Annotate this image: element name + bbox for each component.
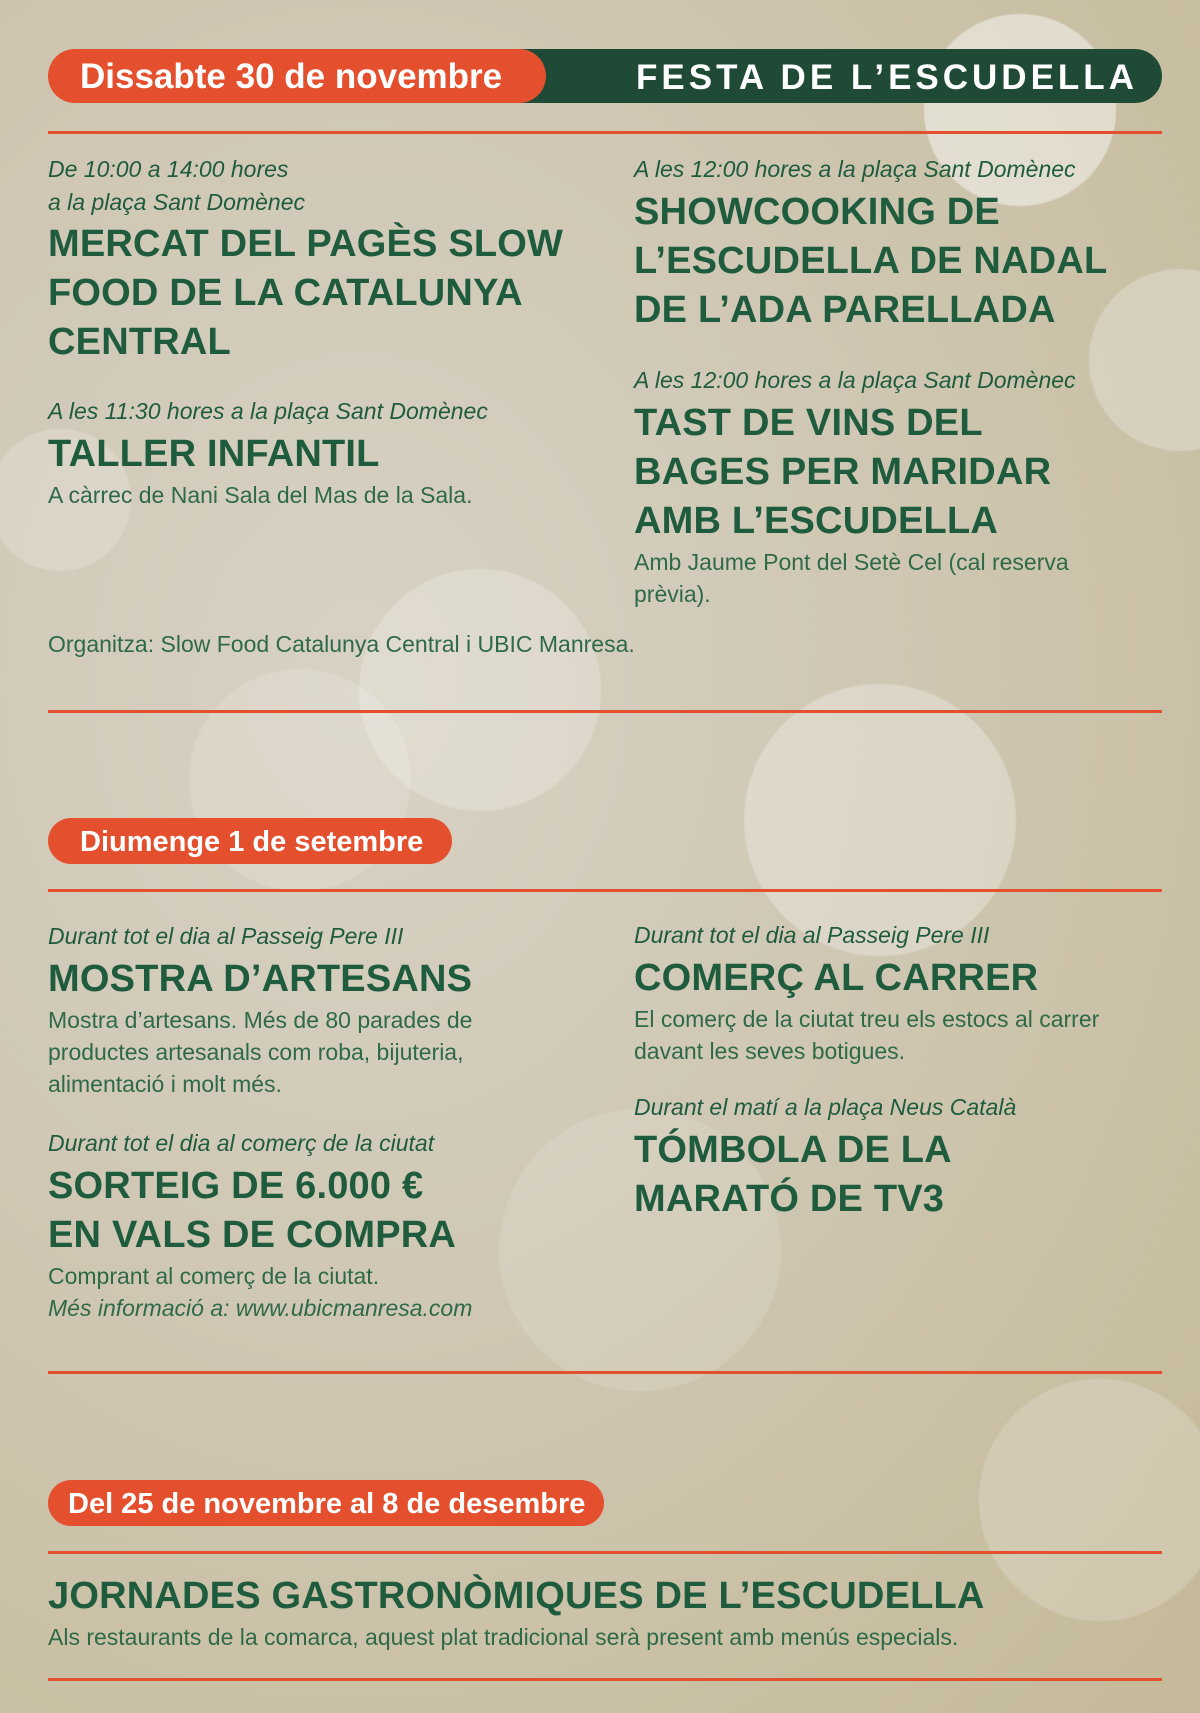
event-description: A càrrec de Nani Sala del Mas de la Sala.	[48, 482, 473, 508]
festa-banner-text: FESTA DE L’ESCUDELLA	[636, 58, 1138, 97]
date-pill-range	[48, 1480, 604, 1526]
event-jornades	[48, 1572, 1178, 1653]
divider	[48, 1678, 1162, 1681]
festa-banner	[518, 49, 1162, 103]
date-pill-sunday	[48, 818, 452, 864]
event-description: El comerç de la ciutat treu els estocs al carrer davant les seves botigues.	[634, 1006, 1100, 1064]
event-time: A les 12:00 hores a la plaça Sant Domènec	[634, 367, 1076, 393]
event-sorteig	[48, 1127, 618, 1324]
divider	[48, 1371, 1162, 1374]
event-title: TALLER INFANTIL	[48, 433, 380, 475]
event-time: De 10:00 a 14:00 hores a la plaça Sant Domènec	[48, 156, 305, 215]
event-title: MOSTRA D’ARTESANS	[48, 958, 473, 1000]
event-time: Durant tot el dia al comerç de la ciutat	[48, 1130, 435, 1156]
event-mercat-pages	[48, 153, 608, 367]
event-title: COMERÇ AL CARRER	[634, 957, 1039, 999]
event-title: TÓMBOLA DE LA MARATÓ DE TV3	[634, 1129, 952, 1220]
section1-header	[48, 49, 1162, 103]
divider	[48, 889, 1162, 892]
event-time: A les 12:00 hores a la plaça Sant Domènec	[634, 156, 1076, 182]
date-pill-saturday-text: Dissabte 30 de novembre	[80, 57, 503, 96]
event-description: Mostra d’artesans. Més de 80 parades de productes artesanals com roba, bijuteria, alimentació i molt més.	[48, 1007, 473, 1097]
event-time: Durant tot el dia al Passeig Pere III	[48, 923, 404, 949]
event-time: Durant tot el dia al Passeig Pere III	[634, 922, 990, 948]
event-mostra-artesans	[48, 920, 618, 1100]
event-description: Comprant al comerç de la ciutat.	[48, 1263, 380, 1289]
event-tast-vins	[634, 364, 1174, 610]
section2-header	[48, 818, 468, 864]
date-pill-saturday	[48, 49, 546, 103]
more-info-link[interactable]: Més informació a: www.ubicmanresa.com	[48, 1295, 473, 1321]
event-title: SORTEIG DE 6.000 € EN VALS DE COMPRA	[48, 1165, 457, 1256]
event-taller-infantil	[48, 395, 608, 511]
organizer-text: Organitza: Slow Food Catalunya Central i UBIC Manresa.	[48, 631, 635, 657]
event-time: Durant el matí a la plaça Neus Català	[634, 1094, 1017, 1120]
divider	[48, 131, 1162, 134]
event-title: TAST DE VINS DEL BAGES PER MARIDAR AMB L’ESCUDELLA	[634, 402, 1052, 542]
event-title: SHOWCOOKING DE L’ESCUDELLA DE NADAL DE L’ADA PARELLADA	[634, 191, 1108, 331]
divider	[48, 710, 1162, 713]
event-description: Als restaurants de la comarca, aquest plat tradicional serà present amb menús especials.	[48, 1624, 959, 1650]
section3-header	[48, 1480, 668, 1526]
divider	[48, 1551, 1162, 1554]
event-showcooking	[634, 153, 1174, 335]
date-pill-range-text: Del 25 de novembre al 8 de desembre	[68, 1488, 586, 1520]
event-title: JORNADES GASTRONÒMIQUES DE L’ESCUDELLA	[48, 1575, 985, 1617]
event-time: A les 11:30 hores a la plaça Sant Domènec	[48, 398, 488, 424]
date-pill-sunday-text: Diumenge 1 de setembre	[80, 826, 424, 858]
event-comerc-carrer	[634, 919, 1184, 1067]
event-title: MERCAT DEL PAGÈS SLOW FOOD DE LA CATALUNYA CENTRAL	[48, 223, 564, 363]
event-tombola	[634, 1091, 1184, 1224]
event-description: Amb Jaume Pont del Setè Cel (cal reserva prèvia).	[634, 549, 1069, 607]
